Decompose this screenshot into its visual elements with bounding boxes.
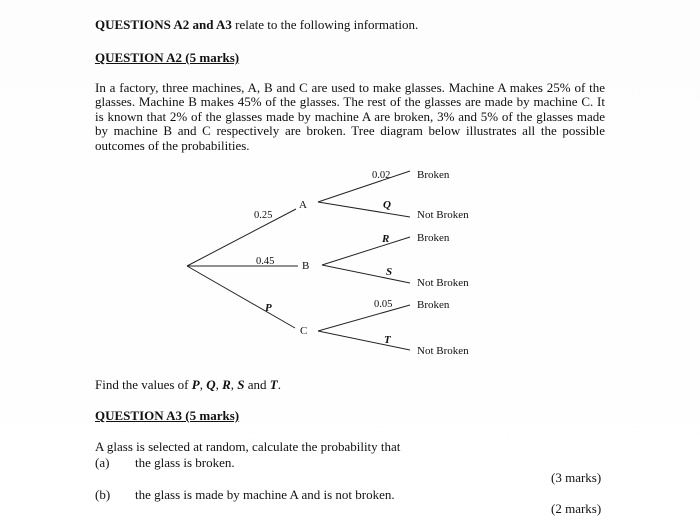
- find-t: T: [269, 377, 278, 392]
- prob-c-not-broken: T: [384, 334, 391, 346]
- prob-b: 0.45: [256, 256, 275, 267]
- header-rest: relate to the following information.: [231, 17, 419, 32]
- find-pre: Find the values of: [95, 377, 192, 392]
- outcome-b-broken: Broken: [417, 232, 450, 244]
- find-sep2: ,: [215, 377, 223, 392]
- branch-to-c: [187, 266, 295, 328]
- find-r: R: [222, 377, 231, 392]
- qa3-part-a-marks: (3 marks): [551, 470, 602, 485]
- node-b: B: [302, 260, 310, 272]
- qa3-part-b-text: the glass is made by machine A and is not broken.: [135, 487, 395, 502]
- qa3-title: QUESTION A3 (5 marks): [95, 408, 240, 423]
- qa3-intro: A glass is selected at random, calculate the probability that: [95, 439, 401, 454]
- outcome-b-not-broken: Not Broken: [417, 277, 469, 289]
- branch-b-broken: [322, 237, 410, 265]
- find-values-line: [95, 377, 281, 392]
- qa2-title: QUESTION A2 (5 marks): [95, 50, 240, 65]
- qa2-paragraph: In a factory, three machines, A, B and C are used to make glasses. Machine A makes 25% of the glasses. Machine B makes 45% of the glasses. The rest of the glasses are made by machine C. It is known that 2% of the glasses made by machine A are broken, 3% and 5% of the glasses made by machine B and C respectively are broken. Tree diagram below illustrates all the possible outcomes of the probabilities.: [95, 80, 605, 153]
- qa3-part-b-marks: (2 marks): [551, 501, 602, 516]
- prob-c-broken: 0.05: [374, 299, 393, 310]
- prob-a-broken: 0.02: [372, 170, 391, 181]
- branch-b-not-broken: [322, 265, 410, 283]
- branch-c-broken: [318, 305, 410, 331]
- prob-a: 0.25: [254, 210, 273, 221]
- outcome-a-not-broken: Not Broken: [417, 209, 469, 221]
- find-s: S: [237, 377, 245, 392]
- prob-b-broken: R: [382, 233, 390, 245]
- qa3-part-a-text: the glass is broken.: [135, 455, 235, 470]
- header-bold: QUESTIONS A2 and A3: [95, 17, 232, 32]
- qa3-part-b-label: (b): [95, 487, 111, 502]
- outcome-a-broken: Broken: [417, 169, 450, 181]
- outcome-c-broken: Broken: [417, 299, 450, 311]
- find-q: Q: [206, 377, 216, 392]
- find-post: .: [277, 377, 281, 392]
- prob-c: P: [265, 302, 272, 314]
- qa3-part-a-label: (a): [95, 455, 110, 470]
- find-p: P: [191, 377, 200, 392]
- outcome-c-not-broken: Not Broken: [417, 345, 469, 357]
- branch-a-not-broken: [318, 202, 410, 217]
- branch-to-a: [187, 209, 296, 266]
- node-a: A: [299, 199, 307, 211]
- prob-a-not-broken: Q: [383, 199, 391, 211]
- node-c: C: [300, 325, 308, 337]
- branch-a-broken: [318, 171, 410, 202]
- find-sep4: and: [244, 377, 270, 392]
- branch-c-not-broken: [318, 331, 410, 350]
- prob-b-not-broken: S: [386, 266, 393, 278]
- find-sep1: ,: [199, 377, 207, 392]
- find-sep3: ,: [230, 377, 238, 392]
